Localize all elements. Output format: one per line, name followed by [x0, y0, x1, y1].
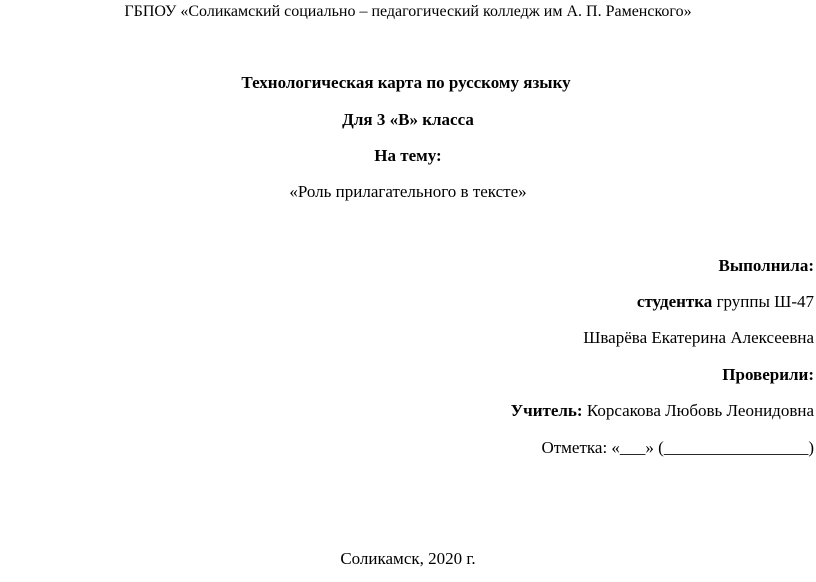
checked-by-label: Проверили: — [722, 365, 814, 384]
document-title: Технологическая карта по русскому языку — [241, 73, 571, 92]
student-group-line — [637, 292, 814, 312]
student-name: Шварёва Екатерина Алексеевна — [583, 328, 814, 347]
city-year-footer: Соликамск, 2020 г. — [340, 549, 476, 568]
performed-by-label: Выполнила: — [718, 256, 814, 275]
student-group: группы Ш-47 — [712, 292, 814, 311]
teacher-name: Корсакова Любовь Леонидовна — [582, 401, 814, 420]
teacher-label: Учитель: — [510, 401, 583, 420]
lesson-topic: «Роль прилагательного в тексте» — [289, 182, 527, 201]
grade-mark-line: Отметка: «___» (_________________) — [541, 438, 814, 457]
college-header: ГБПОУ «Соликамский социально – педагогический колледж им А. П. Раменского» — [124, 3, 692, 20]
teacher-line — [511, 401, 814, 421]
class-line: Для 3 «В» класса — [342, 110, 474, 129]
student-label: студентка — [636, 292, 713, 311]
topic-label: На тему: — [374, 146, 442, 165]
